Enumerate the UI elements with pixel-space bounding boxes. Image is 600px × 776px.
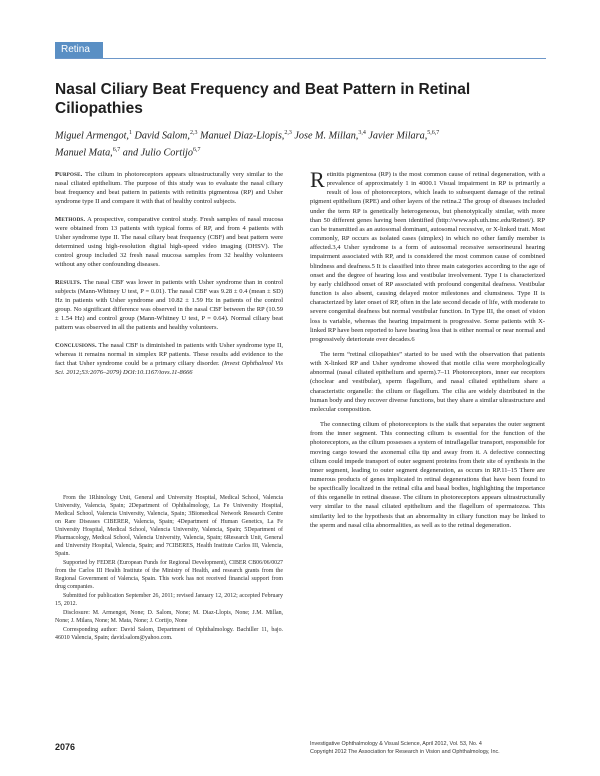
section-tag: Retina	[55, 42, 103, 58]
author-name: Manuel Mata,	[55, 147, 113, 159]
page-number: 2076	[55, 742, 76, 752]
author-list	[55, 126, 555, 161]
author-affiliation: 1	[128, 130, 132, 136]
drop-cap: R	[310, 167, 325, 192]
footnote-correspondence: Corresponding author: David Salom, Department of Ophthalmology. Bachiller 11, bajo. 46010 Valencia, Spain; david.salom@yahoo.com.	[55, 627, 283, 641]
abstract-purpose	[55, 170, 283, 207]
abstract-heading: Purpose.	[55, 171, 83, 178]
header-rule	[55, 58, 546, 59]
footnote-disclosure: Disclosure: M. Armengot, None; D. Salom, None; M. Diaz-Llopis, None; J.M. Millan, None; J. Milara, None; M. Mata, None; J. Cortijo, None	[55, 610, 283, 624]
footnote-funding: Supported by FEDER (European Funds for Regional Development), CIBER CB06/06/0027 from the Carlos III Health Institute of the Ministry of Health, and research grants from the Regional Government of Valencia, Spain. This work has not received financial support from drug companies.	[55, 560, 283, 590]
journal-info	[310, 741, 546, 756]
abstract-text: A prospective, comparative control study. Fresh samples of nasal mucosa were obtained from 13 patients with typical forms of RP, and from 4 patients with Usher syndrome type II. The nasal ciliary beat frequency (CBF) and beat pattern were determined using high-resolution digital high-speed video imaging (DHSV). The control group included 32 fresh nasal mucosa samples from 32 healthy volunteers without any other confounding diseases.	[55, 215, 283, 269]
copyright-line: Copyright 2012 The Association for Research in Vision and Ophthalmology, Inc.	[310, 748, 500, 755]
paragraph-text: etinitis pigmentosa (RP) is the most common cause of retinal degeneration, with a prevalence of approximately 1 in 4000.1 Visual impairment in RP is primarily a result of loss of photoreceptors, which leads to subsequent damage of the retinal pigment epithelium (RPE) and other layers of the retina.2 The group of diseases included under the term RP is genetically heterogeneous, but phenotypically similar, with more than 50 different genes having been identified (http://www.sph.uth.tmc.edu/Retnet/). RP can be transmitted as an autosomal dominant, autosomal recessive, or X-linked trait. Most commonly, RP occurs as isolated cases (simplex) in which no other family member is affected.3,4 Usher syndrome is a form of autosomal recessive sensorineural hearing impairment associated with RP, and is considered the most common cause of combined blindness and deafness.5 It is classified into three main categories according to the age of onset and the degree of hearing loss and vestibular involvement. Type I is characterized by early childhood onset of RP associated with profound congenital deafness. Vestibular function is also absent, causing delayed motor milestones and clumsiness. Type II is characterized by later onset of RP, often in the late second decade of life, with moderate to severe congenital deafness but normal vestibular function. In Type III, the onset of vision loss is variable, whereas the hearing impairment is progressive. Some patients with X-linked RP have been reported to have hearing loss that is either normal or near normal and progressively deteriorate over decades.6	[310, 171, 545, 343]
article-title: Nasal Ciliary Beat Frequency and Beat Pattern in Retinal Ciliopathies	[55, 81, 471, 117]
author-name: Manuel Diaz-Llopis,	[197, 130, 285, 142]
footnote-affiliations: From the 1Rhinology Unit, General and University Hospital, Medical School, Valencia University, Valencia, Spain; 2Department of Ophthalmology, La Fe University Hospital, Medical School, Valencia University, Valencia, Spain; 3Biomedical Network Research Centre on Rare Diseases CIBERER, Valencia, Spain; 4Department of Human Genetics, La Fe University Hospital, Medical School, Valencia University, Valencia, Spain; 5Department of Pharmacology, Medical School, Valencia University, Valencia, Spain; 6Research Unit, General and University Hospital, Valencia, Spain; and 7CIBERES, Health Institute Carlos III, Valencia, Spain.	[55, 495, 283, 557]
body-paragraph: The connecting cilium of photoreceptors is the stalk that separates the outer segment from the inner segment. This connecting cilium is essential for the function of the photoreceptors, as the cilium possesses a system of intraflagellar transport, responsible for moving cargo toward the axonemal cilia tip and away from it. A defective connecting cilium could impede transport of outer segment proteins from their site of synthesis in the inner segment, leading to outer segment degeneration, as occurs in RP.11–15 There are numerous products of genes implicated in retinal degenerations that have been found to be specifically localized in the retinal cilia and basal bodies, highlighting the importance of this organelle in retinal disease. The cilium in photoreceptors appears ultrastructurally very similar to the nasal ciliated epithelium and the flagellum of spermatozoa. This similarity led to the hypothesis that an abnormality in ciliary function may be linked to the sperm and nasal cilia abnormalities, as well as to the retinal degeneration.	[310, 421, 545, 529]
abstract-conclusions	[55, 341, 283, 378]
author-affiliation: 5,6,7	[427, 130, 440, 136]
author-affiliation: 2,3	[189, 130, 198, 136]
author-affiliation: 3,4	[358, 130, 366, 136]
abstract-heading: Results.	[55, 278, 82, 286]
author-name: and Julio Cortijo	[120, 147, 193, 159]
footnote-dates: Submitted for publication September 26, 2011; revised January 12, 2012; accepted February 15, 2012.	[55, 593, 283, 607]
author-affiliation: 6,7	[112, 147, 121, 154]
abstract-text: The nasal CBF was lower in patients with Usher syndrome than in control subjects (Mann-Whitney U test, P = 0.01). The nasal CBF was 9.28 ± 0.4 (mean ± SD) Hz in patients with Usher syndrome and 10.82 ± 1.59 Hz in patients of the control group. No significant difference was observed in the nasal CBF between the RP (10.59 ± 1.54 Hz) and control group (Mann-Whitney U test, P = 0.64). Normal ciliary beat pattern was observed in all the patients and healthy volunteers.	[55, 278, 283, 332]
author-name: Jose M. Millan,	[291, 130, 359, 142]
body-paragraph	[310, 167, 545, 344]
footnotes	[55, 494, 283, 643]
author-name: Javier Milara,	[365, 130, 428, 142]
author-affiliation: 2,3	[284, 130, 292, 136]
abstract	[55, 170, 283, 385]
abstract-heading: Conclusions.	[55, 341, 97, 349]
author-name: David Salom,	[131, 130, 190, 142]
author-name: Miguel Armengot,	[55, 130, 129, 142]
citation: (Invest Ophthalmol Vis Sci. 2012;53:2076–2079) DOI:10.1167/iovs.11-8666	[55, 359, 283, 376]
body-paragraph: The term “retinal ciliopathies” started to be used with the observation that patients with X-linked RP and Usher syndrome showed that motile cilia were morphologically abnormal (nasal ciliated epithelium and sperm).7–11 Photoreceptors, inner ear receptors (choclear and vestibular), sperm flagellum, and nasal ciliated epithelium share a characteristic organelle: the cilium or flagellum. The cilia are widely distributed in the human body and they recover diverse functions, but they share a similar ultrastructure and molecular composition.	[310, 350, 545, 413]
journal-line: Investigative Ophthalmology & Visual Science, April 2012, Vol. 53, No. 4	[310, 741, 482, 747]
author-affiliation: 6,7	[192, 147, 201, 154]
abstract-heading: Methods.	[55, 215, 86, 223]
abstract-text: The cilium in photoreceptors appears ultrastructurally very similar to the nasal ciliated epithelium. The purpose of this study was to evaluate the nasal ciliary beat frequency and beat pattern in patients with retinitis pigmentosa (RP) and Usher syndrome type II and compare it with that of healthy control subjects.	[55, 171, 283, 206]
abstract-text: The nasal CBF is diminished in patients with Usher syndrome type II, whereas it remains normal in simplex RP patients. These results add evidence to the fact that Usher syndrome could be a primary ciliary disorder.	[55, 341, 283, 367]
abstract-results	[55, 278, 283, 333]
abstract-methods	[55, 215, 283, 270]
body-text	[310, 167, 545, 530]
